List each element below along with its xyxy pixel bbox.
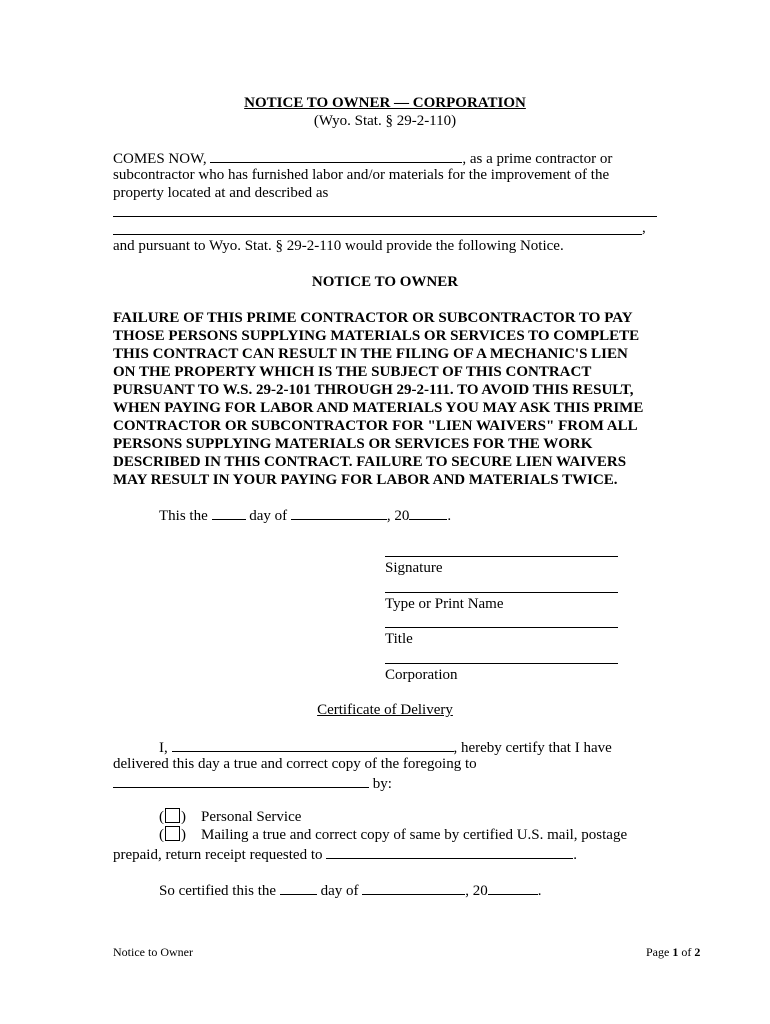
recipient-line: by: <box>113 773 392 793</box>
option-personal-service: ( ) Personal Service <box>159 809 302 825</box>
contractor-name-field[interactable] <box>210 148 462 163</box>
notice-line: PERSONS SUPPLYING MATERIALS OR SERVICES FOR THE WORK <box>113 436 593 452</box>
notice-line: ON THE PROPERTY WHICH IS THE SUBJECT OF THIS CONTRACT <box>113 364 592 380</box>
notice-line: MAY RESULT IN YOUR PAYING FOR LABOR AND MATERIALS TWICE. <box>113 472 618 488</box>
cert-day-field[interactable] <box>280 880 317 895</box>
notice-body <box>113 309 658 489</box>
signature-label: Signature <box>385 560 443 576</box>
certificate-heading: Certificate of Delivery <box>317 702 453 718</box>
notice-line: CONTRACTOR OR SUBCONTRACTOR FOR "LIEN WAIVERS" FROM ALL <box>113 418 638 434</box>
signature-line[interactable] <box>385 556 618 557</box>
property-description-field-1[interactable] <box>113 216 657 217</box>
property-comma: , <box>642 220 646 236</box>
cert-month-field[interactable] <box>362 880 465 895</box>
certified-date-line: So certified this the day of , 20 . <box>159 880 541 900</box>
certifier-name-field[interactable] <box>172 737 454 752</box>
notice-line: THOSE PERSONS SUPPLYING MATERIALS OR SERVICES TO COMPLETE <box>113 328 640 344</box>
notice-line: FAILURE OF THIS PRIME CONTRACTOR OR SUBCONTRACTOR TO PAY <box>113 310 633 326</box>
option-mail: ( ) Mailing a true and correct copy of same by certified U.S. mail, postage <box>159 827 628 843</box>
corporation-line[interactable] <box>385 663 618 664</box>
title-label: Title <box>385 631 413 647</box>
notice-line: DESCRIBED IN THIS CONTRACT. FAILURE TO SECURE LIEN WAIVERS <box>113 454 627 470</box>
notice-line: THIS CONTRACT CAN RESULT IN THE FILING OF A MECHANIC'S LIEN <box>113 346 628 362</box>
notice-line: WHEN PAYING FOR LABOR AND MATERIALS YOU MAY ASK THIS PRIME <box>113 400 644 416</box>
intro-line-1: COMES NOW, , as a prime contractor or <box>113 148 612 168</box>
title-line[interactable] <box>385 627 618 628</box>
cert-year-field[interactable] <box>488 880 538 895</box>
certify-line: I, , hereby certify that I have <box>159 737 612 757</box>
document-title: NOTICE TO OWNER — CORPORATION <box>244 95 526 111</box>
pursuant-line: and pursuant to Wyo. Stat. § 29-2-110 would provide the following Notice. <box>113 238 564 254</box>
intro-line-3: property located at and described as <box>113 185 329 201</box>
day-field[interactable] <box>212 505 246 520</box>
mail-continuation: prepaid, return receipt requested to . <box>113 844 577 864</box>
print-name-label: Type or Print Name <box>385 596 504 612</box>
mail-address-field[interactable] <box>326 844 573 859</box>
mail-checkbox[interactable] <box>165 826 180 841</box>
intro-line-2: subcontractor who has furnished labor and/or materials for the improvement of the <box>113 167 610 183</box>
notice-line: PURSUANT TO W.S. 29-2-101 THROUGH 29-2-111. TO AVOID THIS RESULT, <box>113 382 634 398</box>
corporation-label: Corporation <box>385 667 458 683</box>
delivered-line: delivered this day a true and correct copy of the foregoing to <box>113 756 477 772</box>
print-name-line[interactable] <box>385 592 618 593</box>
statute-reference: (Wyo. Stat. § 29-2-110) <box>313 113 457 129</box>
year-field[interactable] <box>409 505 447 520</box>
property-description-field-2[interactable] <box>113 234 642 235</box>
footer-page-number: Page 1 of 2 <box>646 945 701 959</box>
notice-heading: NOTICE TO OWNER <box>311 274 459 290</box>
recipient-field[interactable] <box>113 773 369 788</box>
footer-doc-name: Notice to Owner <box>113 945 193 959</box>
date-line: This the day of , 20 . <box>159 505 451 525</box>
month-field[interactable] <box>291 505 387 520</box>
personal-service-checkbox[interactable] <box>165 808 180 823</box>
